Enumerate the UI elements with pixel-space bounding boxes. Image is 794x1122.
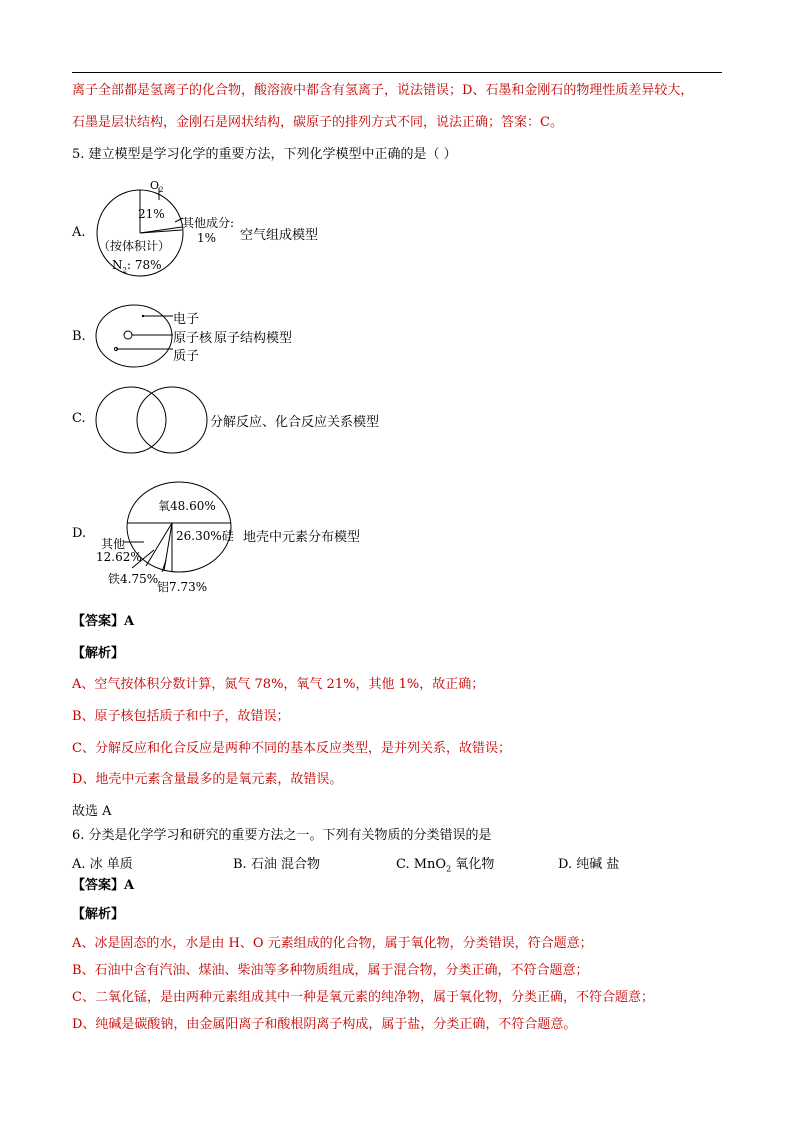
other-components-percent: 1% <box>197 231 217 245</box>
q5-final-choice: 故选 A <box>72 804 112 819</box>
header-rule <box>72 72 722 73</box>
other-components-label: 其他成分: <box>182 216 235 230</box>
iron-percent: 铁4.75% <box>108 572 159 586</box>
by-volume-label: （按体积计） <box>98 239 171 253</box>
q6-explanation-d: D、纯碱是碳酸钠，由金属阳离子和酸根阴离子构成，属于盐，分类正确，不符合题意。 <box>72 1017 577 1032</box>
q5-stem: 5. 建立模型是学习化学的重要方法，下列化学模型中正确的是（ ） <box>72 147 457 162</box>
q6-analysis-heading: 【解析】 <box>72 907 125 922</box>
silicon-percent: 26.30%硅 <box>176 529 234 543</box>
atom-structure-diagram <box>95 303 175 371</box>
q6-stem: 6. 分类是化学学习和研究的重要方法之一。下列有关物质的分类错误的是 <box>72 828 492 843</box>
o2-label: $O_2$ <box>150 179 164 195</box>
nucleus-label: 原子核 <box>173 331 213 346</box>
oxygen-percent: 氧48.60% <box>158 499 216 513</box>
q6-choice-c: C. MnO$_2$ 氧化物 <box>396 857 495 874</box>
prev-explanation-line-1: 离子全部都是氢离子的化合物，酸溶液中都含有氢离子，说法错误；D、石墨和金刚石的物理性质差异较大， <box>72 83 694 98</box>
q5-explanation-b: B、原子核包括质子和中子，故错误； <box>72 709 290 724</box>
reaction-relationship-caption: 分解反应、化合反应关系模型 <box>210 415 380 430</box>
atom-structure-caption: 原子结构模型 <box>214 331 293 346</box>
air-composition-caption: 空气组成模型 <box>240 228 319 243</box>
q5-option-c-label: C. <box>72 411 86 426</box>
q6-choice-d: D. 纯碱 盐 <box>558 857 620 872</box>
q6-answer: 【答案】A <box>72 878 135 893</box>
q5-analysis-heading: 【解析】 <box>72 646 125 661</box>
q6-choice-b: B. 石油 混合物 <box>233 857 320 872</box>
prev-explanation-line-2: 石墨是层状结构，金刚石是网状结构，碳原子的排列方式不同，说法正确；答案：C。 <box>72 115 563 130</box>
q5-option-a-label: A. <box>72 225 86 240</box>
reaction-relationship-diagram <box>95 385 210 455</box>
other-elements-label: 其他 <box>101 537 126 551</box>
q6-choice-a: A. 冰 单质 <box>72 857 133 872</box>
o2-percent: 21% <box>138 207 165 221</box>
n2-label: $N_2$: 78% <box>112 258 162 275</box>
aluminum-percent: 铝7.73% <box>157 580 208 594</box>
proton-label: 质子 <box>173 349 200 364</box>
crust-elements-caption: 地壳中元素分布模型 <box>243 530 361 545</box>
other-elements-percent: 12.62% <box>96 550 142 564</box>
q5-answer: 【答案】A <box>72 614 135 629</box>
q5-explanation-c: C、分解反应和化合反应是两种不同的基本反应类型，是并列关系，故错误； <box>72 741 511 756</box>
q6-explanation-b: B、石油中含有汽油、煤油、柴油等多种物质组成，属于混合物，分类正确，不符合题意； <box>72 963 589 978</box>
q5-option-d-label: D. <box>72 526 87 541</box>
electron-label: 电子 <box>173 312 200 327</box>
q6-explanation-a: A、冰是固态的水，水是由 H、O 元素组成的化合物，属于氧化物，分类错误，符合题意； <box>72 936 593 951</box>
q5-explanation-d: D、地壳中元素含量最多的是氧元素，故错误。 <box>72 772 343 787</box>
q6-explanation-c: C、二氧化锰，是由两种元素组成其中一种是氧元素的纯净物，属于氧化物，分类正确，不符合题意； <box>72 990 654 1005</box>
q5-option-b-label: B. <box>72 329 86 344</box>
q5-explanation-a: A、空气按体积分数计算，氮气 78%，氧气 21%，其他 1%，故正确； <box>72 677 485 692</box>
